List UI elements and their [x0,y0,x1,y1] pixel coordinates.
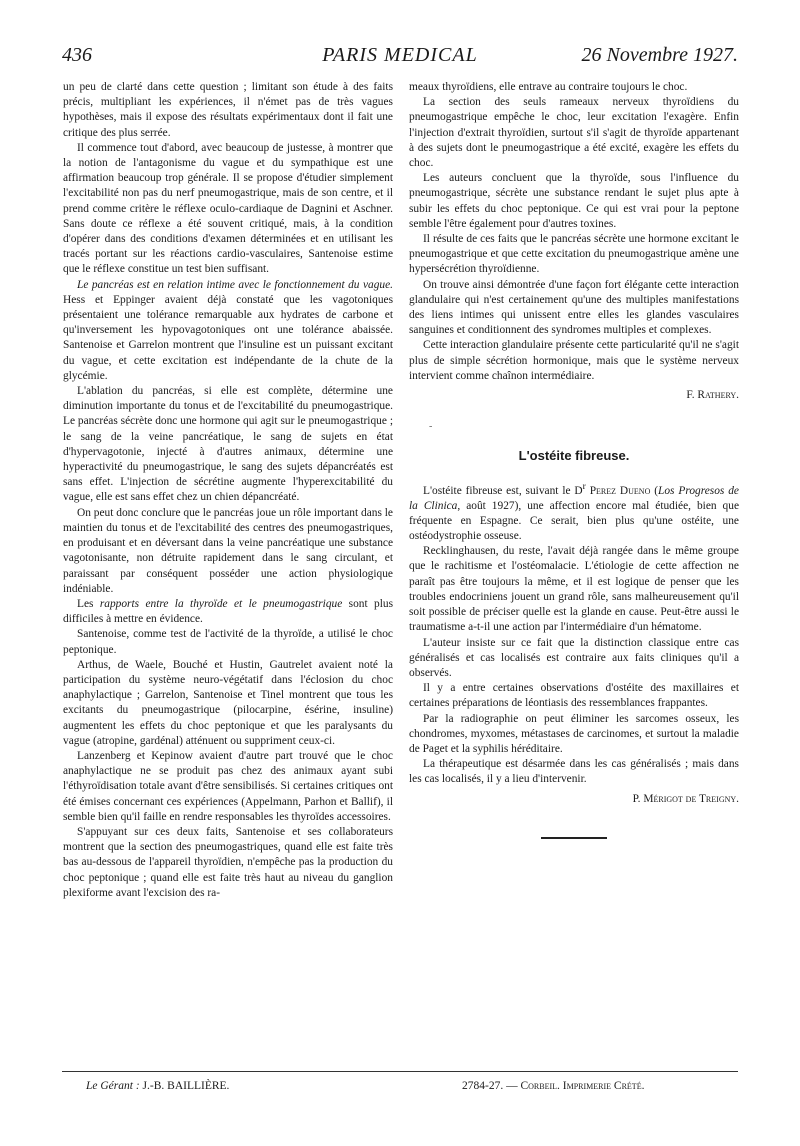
article-title: L'ostéite fibreuse. [518,448,630,464]
paragraph: Recklinghausen, du reste, l'avait déjà rangée dans le même groupe que le rachitisme et l'ostéomalacie. L'étiologie de cette affection ne paraît pas être toujours la même, et il est logique de penser que les troubles endocriniens jouent un grand rôle, sans malheureusement qu'il soit possible de préciser quelle est la glande en cause. Peut-être aussi le traumatisme a-t-il une action par l'intermédiaire d'un hématome. [409,545,739,634]
paragraph: Arthus, de Waele, Bouché et Hustin, Gautrelet avaient noté la participation du système neuro-végétatif dans l'éclosion du choc anaphylactique ; Garrelon, Santenoise et Tinel montrent que tous les excitants du pneumogastrique (pilocarpine, ésérine, insuline) augmentent les effets du choc peptonique et que les paralysants du vague (atropine, gardénal) atténuent ou suppriment ceux-ci. [63,658,393,747]
journal-citation: Los Progresos de la Clinica [409,484,739,512]
paragraph-text: Hess et Eppinger avaient déjà constaté que les vagotoniques présentaient une tolérance remarquable aux hydrates de carbone et qu'inversement les hypovagotoniques ont une tolérance abaissée. Santenoise et Garrelon montrent que l'insuline est un puissant excitant du vague, et cette excitation est indépendante de la chute de la glycémie. [63,293,393,382]
author-signature: F. Rathery. [686,389,739,402]
paragraph-text: , août 1927), une affection encore mal étudiée, bien que fréquente en Espagne. Ce serait, bien plus qu'une ostéite, une ostéodystrophie osseuse. [409,499,739,543]
journal-title: PARIS MEDICAL [322,44,478,66]
author-name: Perez Dueno ( [585,484,659,497]
paragraph: Il y a entre certaines observations d'ostéite des maxillaires et certaines préparations de léontiasis des ressemblances frappantes. [409,682,739,710]
paragraph [409,480,739,545]
superscript: r [582,481,586,492]
footer-divider [62,1071,738,1072]
separator-mark: - [429,421,433,433]
page-header [62,44,738,76]
paragraph: meaux thyroïdiens, elle entrave au contraire toujours le choc. [409,81,688,93]
footer-name: J.-B. BAILLIÈRE. [139,1080,230,1092]
paragraph-text: sont plus difficiles à mettre en évidence. [63,597,393,626]
paragraph-text: L'ostéite fibreuse est, suivant le D [423,484,583,497]
page-number: 436 [62,44,92,66]
paragraph: un peu de clarté dans cette question ; limitant son étude à des faits précis, multipliant les expériences, il n'émet pas de très vagues hypothèses, mais il expose des résultats expérimentaux dont il fait une critique des plus serrée. [63,81,393,139]
paragraph: On peut donc conclure que le pancréas joue un rôle important dans le maintien du tonus et de l'excitabilité des centres des pneumogastriques, en produisant et en déversant dans la veine pancréatique une substance vagotonisante, non détruite rapidement dans le sang circulant, et paraissant par conséquent posséder une action physiologique indéniable. [63,506,393,595]
paragraph: Il commence tout d'abord, avec beaucoup de justesse, à montrer que la notion de l'antagonisme du vague et du sympathique est une affirmation beaucoup trop générale. Il se propose d'étudier simplement l'excitabilité non pas du nerf pneumogastrique, mais de son centre, et il prend comme critère le réflexe oculo-cardiaque de Dagnini et Aschner. Sans doute ce réflexe a été souvent critiqué, mais, à la condition d'opérer dans des conditions d'examen déterminées et en utilisant les tracés portant sur les réactions cardio-vasculaires, Santenoise estime que le réflexe constitue un test bien suffisant. [63,141,393,276]
issue-date: 26 Novembre 1927. [581,44,738,66]
paragraph: Les auteurs concluent que la thyroïde, sous l'influence du pneumogastrique, sécrète une substance rendant le sujet plus apte à subir les effets du choc peptonique. Ce qui est vrai pour la peptone semble l'être également pour d'autres toxines. [409,172,739,230]
paragraph: On trouve ainsi démontrée d'une façon fort élégante cette interaction glandulaire qui n'est certainement qu'une des multiples manifestations des liens intimes qui unissent entre elles les glandes vasculaires sanguines et conditionnent des syndromes multiples et complexes. [409,278,739,337]
italic-heading: rapports entre la thyroïde et le pneumogastrique [99,597,343,610]
paragraph-text: Les [77,597,100,610]
paragraph: Santenoise, comme test de l'activité de la thyroïde, a utilisé le choc peptonique. [63,628,393,656]
footer-label: Le Gérant : [86,1080,140,1092]
paragraph: Lanzenberg et Kepinow avaient d'autre part trouvé que le choc anaphylactique ne se produit pas chez des animaux ayant subi l'éthyroïdisation totale avant d'être sensibilisés. Si certaines critiques ont été émises concernant ces expériences (Appelmann, Parhon et Ballif), il semble bien qu'il faille en rendre responsables les thyroïdes accessoires. [63,749,393,823]
paragraph: Cette interaction glandulaire présente cette particularité qu'il ne s'agit plus de simple sécrétion hormonique, mais que le système nerveux intervient comme chaînon intermédiaire. [409,339,739,382]
right-column [409,80,739,1070]
paragraph: Il résulte de ces faits que le pancréas sécrète une hormone excitant le pneumogastrique et que cette excitation du pneumogastrique amène une hypersécrétion thyroïdienne. [409,233,739,276]
footer-printer: 2784-27. — Corbeil. Imprimerie Crété. [462,1080,645,1092]
page-footer [62,1080,738,1100]
left-column [63,80,393,1070]
end-rule [541,837,607,839]
paragraph: Par la radiographie on peut éliminer les sarcomes osseux, les chondromes, myxomes, métastases de carcinomes, et surtout la maladie de Paget et la syphilis héréditaire. [409,712,739,755]
paragraph: S'appuyant sur ces deux faits, Santenoise et ses collaborateurs montrent que la section des pneumogastriques, quand elle est faite très bas au-dessous de l'appareil thyroïdien, n'empêche pas la production du choc peptonique ; quand elle est faite très haut au niveau du ganglion plexiforme avant l'excision des ra- [63,825,393,899]
paragraph: La section des seuls rameaux nerveux thyroïdiens du pneumogastrique empêche le choc, leur excitation l'exagère. Enfin l'injection d'extrait thyroïdien, surtout s'il s'agit de thyroïde appartenant à des sujets dont le pneumogastrique a été excité, exagère les effets du choc. [409,96,739,170]
paragraph: La thérapeutique est désarmée dans les cas généralisés ; mais dans les cas localisés, il y a lieu d'intervenir. [409,758,739,786]
footer-manager [86,1080,229,1092]
paragraph: L'ablation du pancréas, si elle est complète, détermine une diminution importante du tonus et de l'excitabilité du pneumogastrique. Le pancréas sécrète donc une hormone qui agit sur le pneumogastrique ; le sang de la veine pancréatique, le sang de sujets en état d'hypervagotonie, injecté à d'autres animaux, détermine une hyperactivité du pneumogastrique, le sang des sujets dépancréatés est sans effet. L'injection de sécrétine augmente l'hyperexcitabilité du vague, elle est sans effet chez un chien dépancréaté. [63,385,393,504]
author-signature: P. Mérigot de Treigny. [632,792,739,805]
paragraph [63,597,393,627]
paragraph: L'auteur insiste sur ce fait que la distinction classique entre cas généralisés et cas localisés est contraire aux faits cliniques qu'il a observés. [409,636,739,679]
italic-heading: Le pancréas est en relation intime avec le fonctionnement du vague. [77,278,393,291]
paragraph [63,278,393,384]
